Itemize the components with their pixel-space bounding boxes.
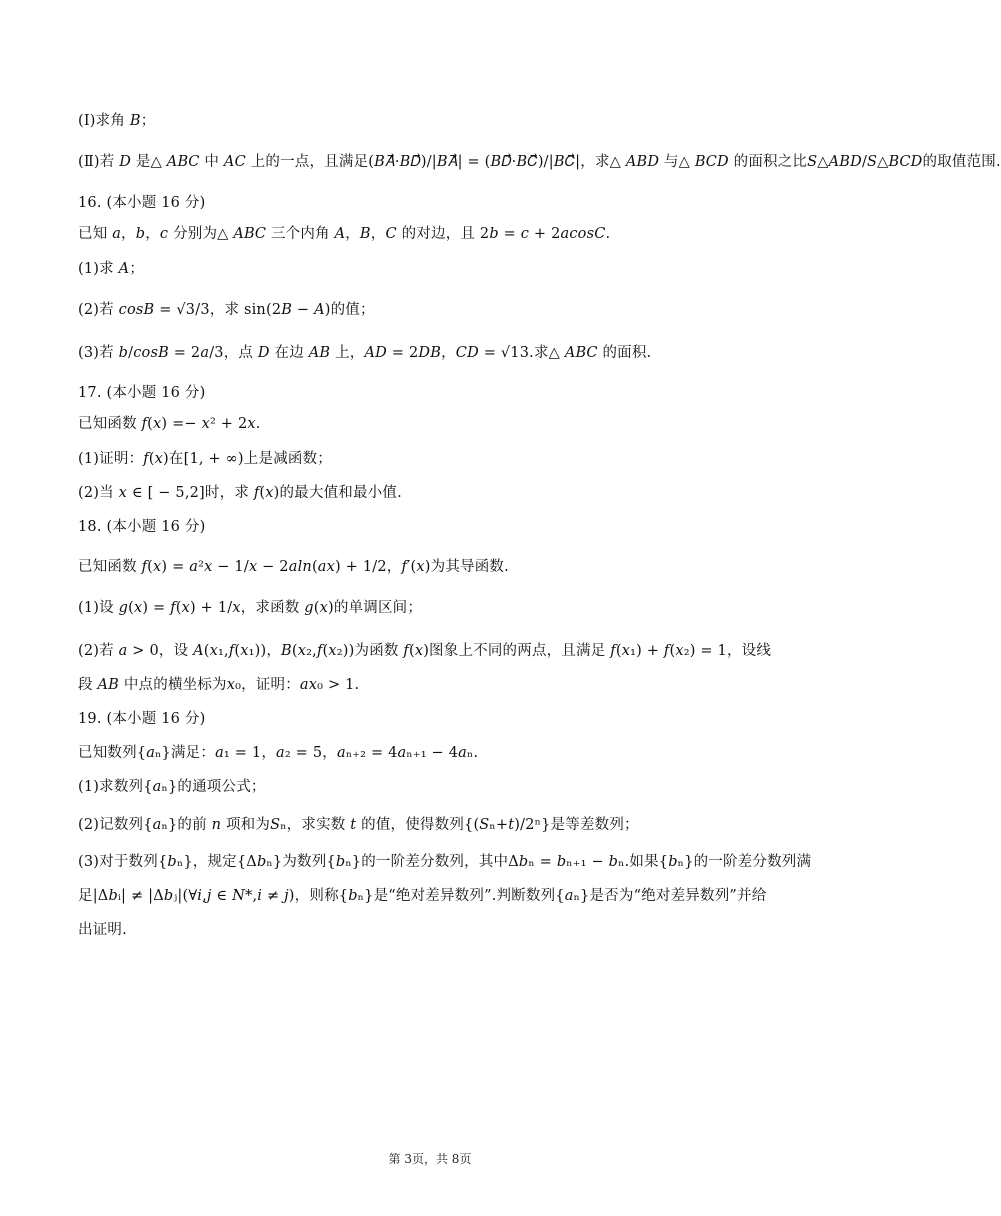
question-heading: 18. (本小题 16 分)	[78, 519, 206, 535]
text-line: (1)设 𝑔(𝑥) = 𝑓(𝑥) + 1/𝑥，求函数 𝑔(𝑥)的单调区间；	[78, 600, 423, 616]
question-heading: 16. (本小题 16 分)	[78, 195, 206, 211]
text-line: 已知 𝑎，𝑏，𝑐 分别为△ 𝐴𝐵𝐶 三个内角 𝐴，𝐵，𝐶 的对边，且 2𝑏 = 𝑐 + 2𝑎𝑐𝑜𝑠𝐶.	[78, 226, 611, 242]
text-line: 段 𝐴𝐵 中点的横坐标为𝑥₀，证明：𝑎𝑥₀ > 1.	[78, 677, 360, 693]
question-heading: 19. (本小题 16 分)	[78, 711, 206, 727]
text-line: (2)若 𝑎 > 0，设 𝐴(𝑥₁,𝑓(𝑥₁))，𝐵(𝑥₂,𝑓(𝑥₂))为函数 𝑓(𝑥)图象上不同的两点，且满足 𝑓(𝑥₁) + 𝑓(𝑥₂) = 1，设线	[78, 643, 772, 659]
text-line: (1)求数列{𝑎ₙ}的通项公式；	[78, 779, 266, 795]
text-line: 已知函数 𝑓(𝑥) =− 𝑥² + 2𝑥.	[78, 416, 261, 432]
text-line: (Ⅰ)求角 𝐵；	[78, 113, 156, 129]
text-line: (1)证明：𝑓(𝑥)在[1, + ∞)上是减函数；	[78, 451, 332, 467]
page-footer: 第 3页，共 8页	[388, 1152, 472, 1166]
text-line: (1)求 𝐴；	[78, 261, 145, 277]
text-line: 已知函数 𝑓(𝑥) = 𝑎²𝑥 − 1/𝑥 − 2𝑎𝑙𝑛(𝑎𝑥) + 1/2，𝑓′(𝑥)为其导函数.	[78, 559, 509, 575]
text-line: (2)若 𝑐𝑜𝑠𝐵 = √3/3，求 sin(2𝐵 − 𝐴)的值；	[78, 302, 375, 318]
text-line: 已知数列{𝑎ₙ}满足：𝑎₁ = 1，𝑎₂ = 5，𝑎ₙ₊₂ = 4𝑎ₙ₊₁ − 4𝑎ₙ.	[78, 745, 479, 761]
text-line: (2)记数列{𝑎ₙ}的前 𝑛 项和为𝑆ₙ，求实数 𝑡 的值，使得数列{(𝑆ₙ+𝑡)/2ⁿ}是等差数列；	[78, 817, 639, 833]
question-heading: 17. (本小题 16 分)	[78, 385, 206, 401]
text-line: 足|Δ𝑏ᵢ| ≠ |Δ𝑏ⱼ|(∀𝑖,𝑗 ∈ 𝑁*,𝑖 ≠ 𝑗)，则称{𝑏ₙ}是“绝对差异数列”.判断数列{𝑎ₙ}是否为“绝对差异数列”并给	[78, 888, 767, 904]
text-line: (3)若 𝑏/𝑐𝑜𝑠𝐵 = 2𝑎/3，点 𝐷 在边 𝐴𝐵 上，𝐴𝐷 = 2𝐷𝐵，𝐶𝐷 = √13.求△ 𝐴𝐵𝐶 的面积.	[78, 345, 652, 361]
text-line: (3)对于数列{𝑏ₙ}，规定{Δ𝑏ₙ}为数列{𝑏ₙ}的一阶差分数列，其中Δ𝑏ₙ = 𝑏ₙ₊₁ − 𝑏ₙ.如果{𝑏ₙ}的一阶差分数列满	[78, 854, 812, 870]
text-line: 出证明.	[78, 922, 127, 938]
text-line: (2)当 𝑥 ∈ [ − 5,2]时，求 𝑓(𝑥)的最大值和最小值.	[78, 485, 402, 501]
text-line: (Ⅱ)若 𝐷 是△ 𝐴𝐵𝐶 中 𝐴𝐶 上的一点，且满足(𝐵𝐴⃗·𝐵𝐷⃗)/|𝐵𝐴⃗| = (𝐵𝐷⃗·𝐵𝐶⃗)/|𝐵𝐶⃗|，求△ 𝐴𝐵𝐷 与△ 𝐵𝐶𝐷 的面积之比𝑆△𝐴𝐵𝐷/𝑆△𝐵𝐶𝐷的取值范围.	[78, 154, 1001, 170]
